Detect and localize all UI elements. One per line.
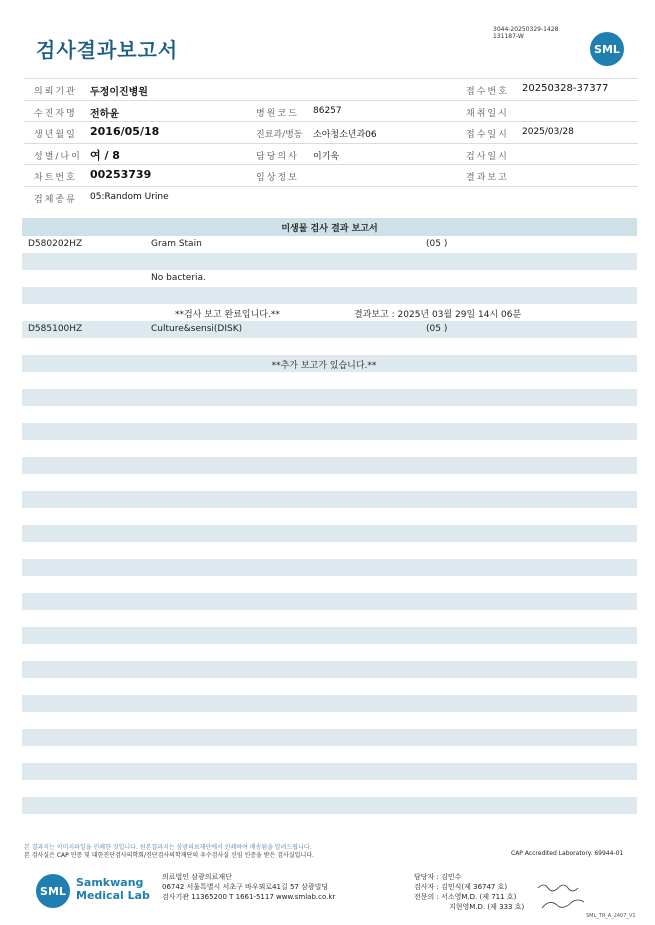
document-id-line1: 3044-20250329-1428	[493, 26, 559, 33]
report-row	[22, 559, 637, 576]
staff-label: 담당자 :	[414, 873, 439, 881]
test1-code: D580202HZ	[28, 239, 83, 249]
info-row	[24, 101, 638, 123]
org-address: 06742 서울특별시 서초구 바우뫼로41길 57 삼광빌딩	[162, 883, 329, 891]
document-id	[493, 26, 558, 40]
test2-name: Culture&sensi(DISK)	[151, 324, 243, 334]
receipt-date-value: 2025/03/28	[522, 127, 574, 137]
staff-name: 김민수	[441, 873, 462, 881]
report-row	[22, 661, 637, 678]
report-row	[22, 542, 637, 559]
specimen-label: 검체종류	[34, 194, 77, 205]
sml-logo: SML	[590, 32, 624, 66]
report-row	[22, 712, 637, 729]
report-row	[22, 253, 637, 270]
doctor-label: 담당의사	[256, 151, 299, 162]
report-row	[22, 321, 637, 338]
receipt-no-value: 20250328-37377	[522, 83, 609, 94]
additional-message: **추가 보고가 있습니다.**	[271, 361, 377, 371]
cap-note: 본 검사실은 CAP 인증 및 대한진단검사의학회/진단검사의학재단의 우수검사실 신임 인증을 받은 검사실입니다.	[24, 852, 314, 859]
form-id: SML_TR_A_2407_V1	[586, 913, 636, 919]
org-name: 의료법인 삼광의료재단	[162, 873, 232, 881]
specialist-name-2: 지현영M.D. (제 333 호)	[449, 903, 525, 911]
tester-label: 검사자 :	[414, 883, 439, 891]
doctor-value: 이기욱	[313, 151, 340, 162]
test1-specimen: (05 )	[426, 239, 448, 249]
report-row	[22, 576, 637, 593]
report-row	[22, 763, 637, 780]
brand-line1: Samkwang	[76, 876, 144, 889]
report-row	[22, 270, 637, 287]
patient-label: 수진자명	[34, 108, 77, 119]
test2-specimen: (05 )	[426, 324, 448, 334]
patient-info-table	[24, 78, 638, 207]
test1-result: No bacteria.	[151, 273, 206, 283]
sex-age-value: 여 / 8	[90, 148, 120, 162]
patient-value: 전하윤	[90, 108, 119, 120]
dob-value: 2016/05/18	[90, 125, 160, 138]
specialist-name-1: 서소영M.D. (제 711 호)	[441, 893, 517, 901]
report-row	[22, 423, 637, 440]
report-row	[22, 695, 637, 712]
info-row	[24, 187, 638, 208]
result-report-label: 결과보고	[466, 173, 509, 183]
receipt-no-label: 접수번호	[466, 87, 509, 97]
collect-date-label: 채취일시	[466, 108, 509, 119]
info-row	[24, 165, 638, 187]
report-heading: 미생물 검사 결과 보고서	[281, 224, 378, 234]
report-row	[22, 304, 637, 321]
report-row	[22, 440, 637, 457]
report-row	[22, 746, 637, 763]
blank-rows	[22, 372, 637, 831]
report-row	[22, 780, 637, 797]
document-id-line2: 131187-W	[493, 33, 524, 40]
info-row	[24, 144, 638, 166]
report-row	[22, 797, 637, 814]
test1-name: Gram Stain	[151, 239, 202, 249]
sex-age-label: 성별/나이	[34, 151, 82, 162]
report-row	[22, 338, 637, 355]
report-row	[22, 644, 637, 661]
org-contact: 검사기관 11365200 T 1661-5117 www.smlab.co.kr	[162, 893, 336, 901]
tester-name: 김민식(제 36747 호)	[441, 883, 508, 891]
staff-block	[414, 872, 524, 912]
image-print-note: 본 결과지는 이미지파일을 인쇄한 것입니다. 원본결과지는 삼광의료재단에서 인쇄하여 배송됨을 알려드립니다.	[24, 844, 312, 851]
dept-value: 소아청소년과06	[313, 130, 377, 140]
report-row	[22, 287, 637, 304]
report-row	[22, 457, 637, 474]
org-value: 두정이진병원	[90, 87, 148, 98]
hosp-code-label: 병원코드	[256, 108, 299, 119]
org-address-block	[162, 872, 335, 902]
report-row	[22, 593, 637, 610]
brand-name	[76, 876, 150, 902]
report-row	[22, 814, 637, 831]
chart-no-value: 00253739	[90, 168, 152, 181]
report-row	[22, 729, 637, 746]
hosp-code-value: 86257	[313, 105, 342, 116]
test-date-label: 검사일시	[466, 151, 509, 162]
specimen-value: 05:Random Urine	[90, 191, 169, 202]
chart-no-label: 차트번호	[34, 173, 77, 183]
report-row	[22, 236, 637, 253]
complete-time: 결과보고 : 2025년 03월 29일 14시 06분	[354, 310, 522, 320]
complete-message: **검사 보고 완료입니다.**	[175, 310, 280, 320]
report-row	[22, 372, 637, 389]
report-row	[22, 525, 637, 542]
page-title: 검사결과보고서	[36, 38, 179, 62]
sml-footer-logo: SML	[36, 874, 70, 908]
dob-label: 생년월일	[34, 130, 77, 140]
signature-marks	[536, 880, 596, 916]
specialist-label: 전문의 :	[414, 893, 439, 901]
report-table	[22, 218, 637, 831]
report-row	[22, 491, 637, 508]
clinical-label: 임상정보	[256, 173, 299, 183]
report-row	[22, 627, 637, 644]
report-row	[22, 474, 637, 491]
report-row	[22, 508, 637, 525]
report-heading-row	[22, 218, 637, 236]
test2-code: D585100HZ	[28, 324, 83, 334]
cap-accreditation: CAP Accredited Laboratory. 69944-01	[511, 850, 624, 857]
report-row	[22, 678, 637, 695]
info-row	[24, 122, 638, 144]
org-label: 의뢰기관	[34, 87, 77, 97]
receipt-date-label: 접수일시	[466, 130, 509, 140]
report-row	[22, 355, 637, 372]
brand-line2: Medical Lab	[76, 889, 150, 902]
report-row	[22, 406, 637, 423]
dept-label: 진료과/병동	[256, 130, 303, 140]
report-row	[22, 610, 637, 627]
info-row	[24, 78, 638, 101]
report-row	[22, 389, 637, 406]
